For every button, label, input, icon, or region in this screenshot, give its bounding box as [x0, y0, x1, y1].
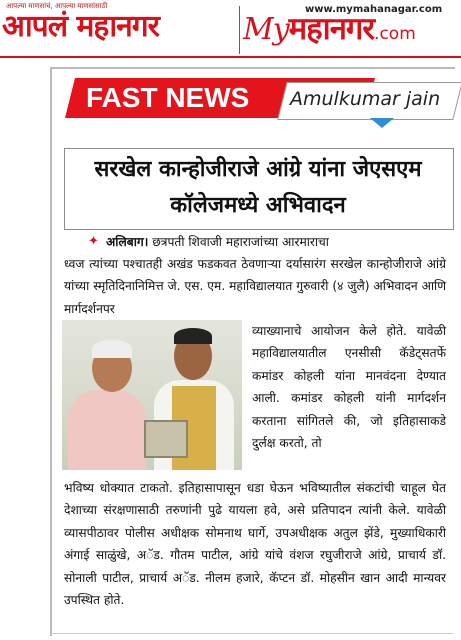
masthead-rule	[0, 56, 461, 58]
masthead-divider	[239, 6, 240, 54]
fast-news-label: FAST NEWS	[86, 82, 250, 113]
photo-person-right-hair	[174, 328, 212, 344]
photo-memento	[144, 420, 188, 458]
clipping-bottom-rule	[50, 633, 453, 634]
masthead	[0, 0, 461, 58]
site-url: www.mymahanagar.com	[305, 4, 443, 15]
bullet-icon: ✦	[88, 234, 99, 249]
logo-domain-text: .com	[374, 24, 416, 44]
article-photo	[62, 320, 242, 470]
photo-person-left	[68, 390, 146, 470]
article-paragraph-3: भविष्य धोक्यात टाकतो. इतिहासापासून धडा घेऊन भविष्यातील संकटांची चाहूल घेत देशाच्या संरक्षणासाठी तरुणांनी पुढे यायला हवे, असे प्रतिपादन त्यांनी केले. यावेळी व्यासपीठावर पोलीस अधीक्षक सोमनाथ घार्गे, उपअधीक्षक अतुल झेंडे, मुख्याधिकारी अंगाई साळुंखे, अॅड. गौतम पाटील, आंग्रे यांचे वंशज रघुजीराजे आंग्रे, प्राचार्य डॉ. सोनाली पाटील, प्राचार्य अॅड. नीलम हजारे, कॅप्टन डॉ. मोहसीन खान आदी मान्यवर उपस्थित होते.	[64, 481, 446, 608]
apla-mahanagar-logo: आपलं महानगर	[2, 9, 159, 44]
para1-start: छत्रपती शिवाजी महाराजांच्या आरमाराचा	[152, 235, 329, 249]
logo-mahanagar-text: महानगर	[288, 11, 375, 47]
article-paragraph-2: व्याख्यानाचे आयोजन केले होते. यावेळी महाविद्यालयातील एनसीसी कॅडेट्सतर्फे कमांडर कोहली यांना मानवंदना देण्यात आली. कमांडर कोहली यांनी मार्गदर्शन करताना सांगितले की, जो इतिहासाकडे दुर्लक्ष करतो, तो	[252, 324, 446, 451]
banner-accent-triangle	[370, 118, 394, 128]
article-paragraph-1: ध्वज त्यांच्या पश्चातही अखंड फडकवत ठेवणाऱ्या दर्यासारंग सरखेल कान्होजीराजे आंग्रे यांच्या स्मृतिदिनानिमित्त जे. एस. एम. महाविद्यालयात गुरुवारी (४ जुलै) अभिवादन आणि मार्गदर्शनपर	[64, 257, 446, 316]
dateline: अलिबाग।	[106, 235, 149, 249]
mymahanagar-logo	[243, 12, 416, 51]
logo-my-text: My	[243, 12, 289, 47]
article-headline: सरखेल कान्होजीराजे आंग्रे यांना जेएसएम कॉलेजमध्ये अभिवादन	[94, 157, 422, 218]
masthead-tagline: आपल्या माणसांचं, आपल्या माणसांसाठी	[6, 2, 108, 10]
author-name: Amulkumar jain	[290, 88, 441, 110]
photo-person-left-hair	[92, 340, 132, 358]
article-first-line	[106, 231, 446, 253]
